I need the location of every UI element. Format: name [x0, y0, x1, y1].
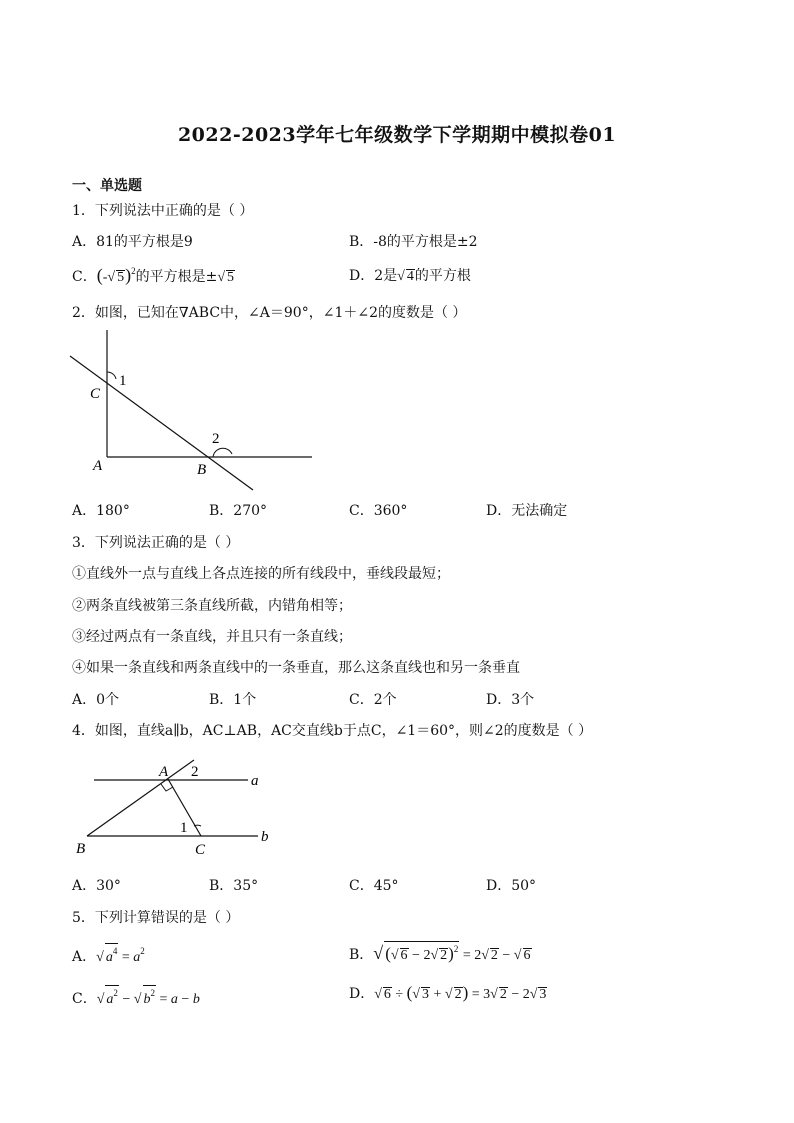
q5-stem: 5．下列计算错误的是（ ） — [72, 910, 240, 926]
q5-option-c[interactable] — [72, 985, 200, 1008]
q1-option-a[interactable]: A．81的平方根是9 — [72, 234, 193, 250]
q2-option-a[interactable]: A．180° — [72, 503, 130, 519]
q5-option-b[interactable] — [349, 941, 532, 964]
q1-option-d-root: √ 4 — [397, 269, 414, 284]
q4-line-ab — [87, 760, 194, 836]
q3-option-b[interactable]: B．1个 — [209, 692, 257, 708]
q2-label-a: A — [93, 458, 103, 474]
q5-option-a-expr: √ $a^4 = a^2$ — [96, 950, 145, 965]
q5-option-d-prefix: D． — [349, 986, 375, 1002]
q2-figure — [60, 330, 330, 495]
q3-statement-1: ①直线外一点与直线上各点连接的所有线段中，垂线段最短； — [72, 566, 450, 582]
q1-option-c-prefix: C． — [72, 269, 97, 285]
q4-label-b-point: B — [76, 841, 86, 857]
q4-label-2: 2 — [191, 764, 199, 780]
q4-option-a[interactable]: A．30° — [72, 878, 121, 894]
page-title: 2022-2023学年七年级数学下学期期中模拟卷01 — [177, 124, 617, 146]
q2-option-d[interactable]: D．无法确定 — [486, 503, 568, 519]
q2-stem: 2．如图，已知在∇ABC中，∠A＝90°，∠1＋∠2的度数是（ ） — [72, 305, 467, 321]
q4-label-a-point: A — [159, 764, 169, 780]
q1-option-d-suffix: 的平方根 — [414, 268, 471, 284]
q1-stem: 1．下列说法中正确的是（ ） — [72, 203, 254, 219]
q1-option-c[interactable] — [72, 265, 235, 286]
q3-statement-4: ④如果一条直线和两条直线中的一条垂直，那么这条直线也和另一条垂直 — [72, 660, 520, 676]
section-heading: 一、单选题 — [72, 178, 142, 194]
q4-label-a-line: a — [251, 773, 259, 789]
q3-option-a[interactable]: A．0个 — [72, 692, 120, 708]
q1-option-c-root: √ 5 — [217, 270, 234, 285]
q2-option-c[interactable]: C．360° — [349, 503, 408, 519]
q1-option-d[interactable] — [349, 265, 471, 285]
q2-option-b[interactable]: B．270° — [209, 503, 268, 519]
q4-label-c-point: C — [195, 842, 206, 858]
q2-label-1: 1 — [119, 373, 127, 389]
q4-label-b-line: b — [261, 829, 269, 845]
q2-label-b: B — [197, 462, 207, 478]
q4-stem: 4．如图，直线a∥b，AC⊥AB，AC交直线b于点C，∠1＝60°，则∠2的度数是（ ） — [72, 723, 593, 739]
q1-option-b[interactable]: B．-8的平方根是±2 — [349, 234, 478, 250]
q2-angle-1-arc — [107, 372, 116, 379]
q1-option-c-suffix: 的平方根是± — [135, 269, 218, 285]
q5-option-d[interactable] — [349, 983, 547, 1003]
q3-statement-3: ③经过两点有一条直线，并且只有一条直线； — [72, 629, 352, 645]
q4-option-d[interactable]: D．50° — [486, 878, 537, 894]
q5-option-c-expr: √ $a^2$ − √ $b^2 = a - b$ — [97, 992, 200, 1007]
q5-option-a-prefix: A． — [72, 949, 97, 965]
q2-angle-2-arc — [213, 448, 232, 457]
q5-option-b-prefix: B． — [349, 947, 374, 963]
q4-option-c[interactable]: C．45° — [349, 878, 399, 894]
q3-statement-2: ②两条直线被第三条直线所截，内错角相等； — [72, 598, 352, 614]
q3-option-d[interactable]: D．3个 — [486, 692, 535, 708]
q4-figure — [70, 755, 290, 860]
q4-label-1: 1 — [180, 820, 188, 836]
q5-option-c-prefix: C． — [72, 991, 97, 1007]
q1-option-c-expr: (-√ 5)$^2$ — [96, 265, 136, 285]
q2-label-c: C — [90, 386, 101, 402]
q3-stem: 3．下列说法正确的是（ ） — [72, 535, 240, 551]
q4-option-b[interactable]: B．35° — [209, 878, 259, 894]
q5-option-d-expr: √ 6 ÷ (√ 3 + √ 2) = 3√ 2 − 2√ 3 — [374, 983, 547, 1002]
q5-option-a[interactable] — [72, 943, 145, 966]
q4-angle-1-arc — [194, 825, 201, 826]
q3-option-c[interactable]: C．2个 — [349, 692, 397, 708]
q5-option-b-expr: √ (√ 6 − 2√ 2)$^2$ = 2√ 2 − √ 6 — [373, 943, 531, 963]
q1-option-d-prefix: D．2是 — [349, 268, 398, 284]
q2-label-2: 2 — [212, 431, 220, 447]
